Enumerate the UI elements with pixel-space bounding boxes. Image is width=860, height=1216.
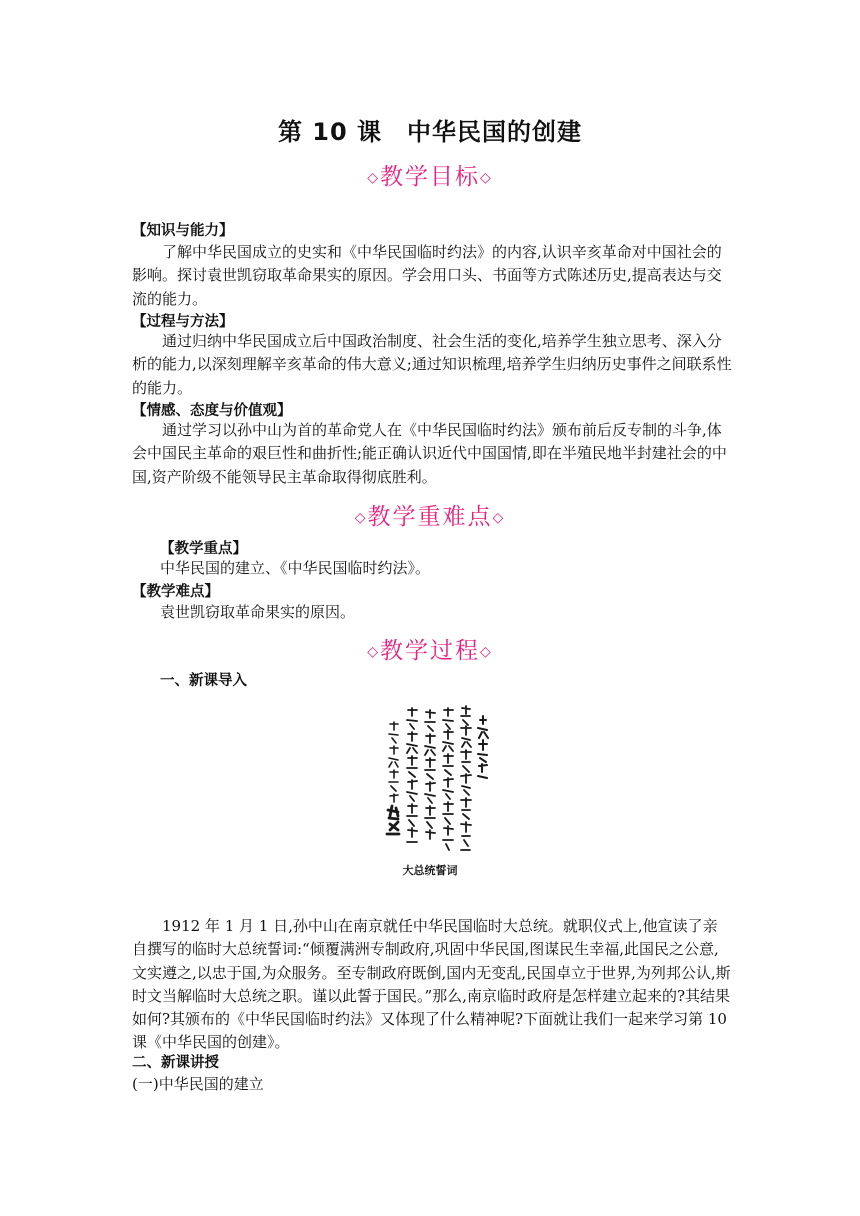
diamond-icon: ◇ (367, 170, 380, 186)
method-text: 通过归纳中华民国成立后中国政治制度、社会生活的变化,培养学生独立思考、深入分析的能力,以深刻理解辛亥革命的伟大意义;通过知识梳理,培养学生归纳历史事件之间联系性的能力。 (132, 332, 732, 397)
difficulty-heading: 【教学难点】 (132, 584, 219, 600)
section-title-text: 教学重难点 (367, 504, 493, 530)
section-title-goals (0, 158, 860, 191)
diamond-icon: ◇ (480, 170, 493, 186)
method-heading: 【过程与方法】 (132, 314, 234, 330)
values-heading: 【情感、态度与价值观】 (132, 403, 292, 419)
section-title-process (0, 632, 860, 665)
intro-text: 1912 年 1 月 1 日,孙中山在南京就任中华民国临时大总统。就职仪式上,他宣读了亲自撰写的临时大总统誓词:“倾覆满洲专制政府,巩固中华民国,图谋民生幸福,此国民之公意,文实遵之,以忠于国,为众服务。至专制政府既倒,国内无变乱,民国卓立于世界,为列邦公认,斯时文当解临时大总统之职。谨以此誓于国民。”那么,南京临时政府是怎样建立起来的?其结果如何?其颁布的《中华民国临时约法》又体现了什么精神呢?下面就让我们一起来学习第 10 课《中华民国的创建》。 (132, 917, 731, 1052)
teaching-heading: 二、新课讲授 (132, 1055, 219, 1071)
diamond-icon: ◇ (492, 510, 506, 526)
sub-heading: (一)中华民国的建立 (132, 1075, 264, 1093)
section-title-text: 教学过程 (380, 638, 480, 664)
lesson-title: 第 10 课 中华民国的创建 (277, 118, 583, 146)
diamond-icon: ◇ (354, 510, 368, 526)
knowledge-text: 了解中华民国成立的史实和《中华民国临时约法》的内容,认识辛亥革命对中国社会的影响。探讨袁世凯窃取革命果实的原因。学会用口头、书面等方式陈述历史,提高表达与交流的能力。 (132, 243, 722, 308)
focus-text: 中华民国的建立、《中华民国临时约法》。 (160, 559, 431, 577)
knowledge-heading: 【知识与能力】 (132, 223, 234, 239)
figure-caption: 大总统誓词 (402, 864, 458, 877)
intro-heading: 一、新课导入 (160, 673, 247, 689)
diamond-icon: ◇ (367, 644, 380, 660)
section-title-keypoints (0, 498, 860, 531)
diamond-icon: ◇ (480, 644, 493, 660)
section-title-text: 教学目标 (380, 164, 480, 190)
values-text: 通过学习以孙中山为首的革命党人在《中华民国临时约法》颁布前后反专制的斗争,体会中国民主革命的艰巨性和曲折性;能正确认识近代中国国情,即在半殖民地半封建社会的中国,资产阶级不能领导民主革命取得彻底胜利。 (132, 421, 727, 486)
focus-heading: 【教学重点】 (160, 541, 247, 557)
calligraphy-oath-image (362, 698, 494, 858)
difficulty-text: 袁世凯窃取革命果实的原因。 (160, 603, 356, 621)
